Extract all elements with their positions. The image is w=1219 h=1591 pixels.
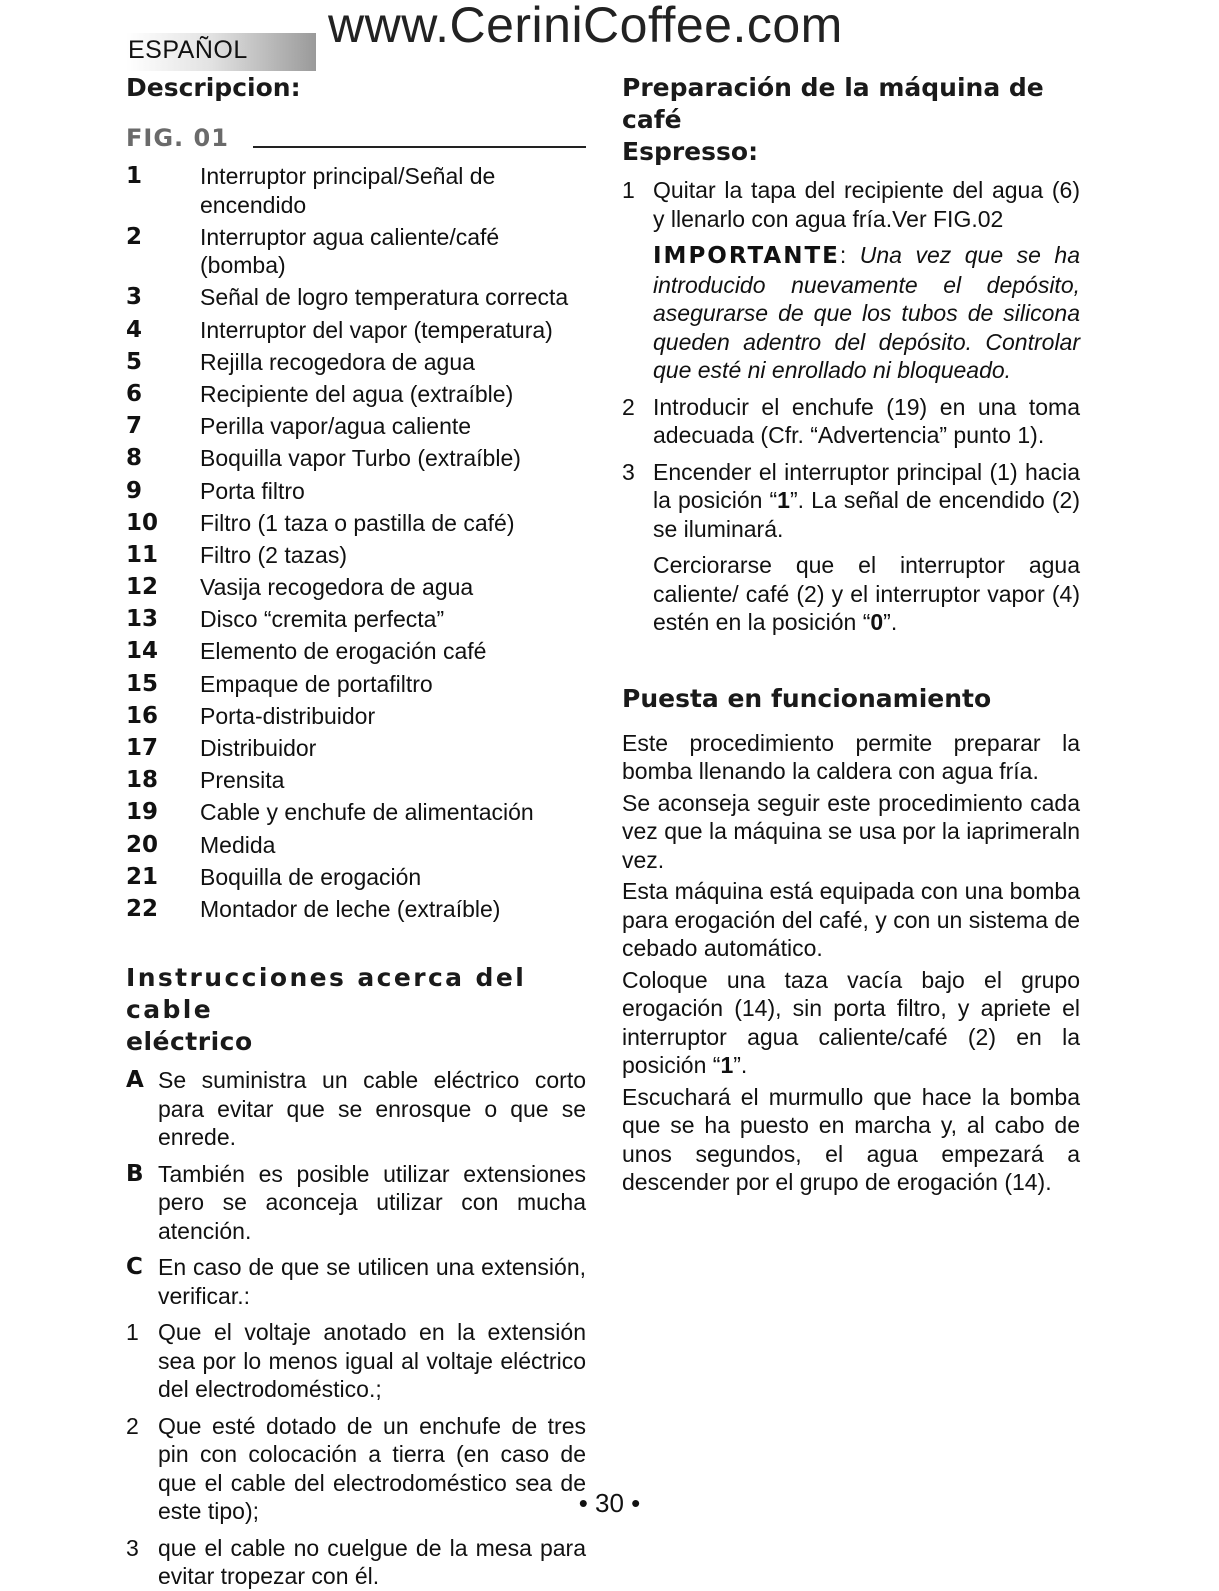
- part-list-item: [126, 541, 586, 570]
- note-text-before: Cerciorarse que el interruptor agua caliente/ café (2) y el interruptor vapor (4) estén en la posición “: [653, 552, 1080, 635]
- preparation-title: [622, 72, 1080, 168]
- switch-check-note: [653, 551, 1080, 637]
- part-label: Filtro (1 taza o pastilla de café): [200, 509, 515, 536]
- step-number: 3: [622, 458, 635, 485]
- note-text-after: ”.: [883, 609, 898, 635]
- part-label: Disco “cremita perfecta”: [200, 606, 445, 633]
- part-label: Vasija recogedora de agua: [200, 574, 474, 601]
- item-marker: B: [126, 1160, 144, 1187]
- step-text-bold: 1: [777, 487, 790, 513]
- item-text: Se suministra un cable eléctrico corto para evitar que se enrosque o que se enrede.: [158, 1067, 586, 1150]
- preparation-title-line2: Espresso:: [622, 137, 759, 166]
- part-list-item: [126, 477, 586, 506]
- part-number: 2: [126, 223, 143, 250]
- operation-paragraph-4: [622, 966, 1080, 1080]
- item-text: que el cable no cuelgue de la mesa para evitar tropezar con él.: [158, 1534, 586, 1589]
- part-number: 14: [126, 638, 159, 665]
- part-label: Perilla vapor/agua caliente: [200, 413, 472, 440]
- para4-text-before: Coloque una taza vacía bajo el grupo erogación (14), sin porta filtro, y apriete el interruptor agua caliente/café (2) en la posición “: [622, 966, 1080, 1078]
- part-label: Empaque de portafiltro: [200, 670, 433, 697]
- part-list-item: [126, 670, 586, 699]
- item-text: En caso de que se utilicen una extensión, verificar.:: [158, 1254, 586, 1309]
- description-title: Descripcion:: [126, 73, 301, 102]
- part-label: Montador de leche (extraíble): [200, 895, 501, 922]
- part-number: 9: [126, 477, 143, 504]
- part-list-item: [126, 734, 586, 763]
- item-marker: 2: [126, 1412, 139, 1439]
- part-list-item: [126, 605, 586, 634]
- language-label: ESPAÑOL: [128, 36, 248, 64]
- important-text: Una vez que se ha introducido nuevamente el depósito, asegurarse de que los tubos de silicona queden adentro del depósito. Controlar que esté ni enrollado ni bloqueado.: [653, 242, 1081, 383]
- part-list-item: [126, 412, 586, 441]
- part-label: Rejilla recogedora de agua: [200, 348, 475, 375]
- page-number: • 30 •: [578, 1488, 641, 1518]
- step-number: 2: [622, 393, 635, 420]
- part-number: 13: [126, 606, 159, 633]
- part-label: Interruptor principal/Señal de encendido: [200, 163, 496, 218]
- important-colon: :: [839, 242, 860, 268]
- para4-text-bold: 1: [720, 1052, 734, 1078]
- preparation-title-line1: Preparación de la máquina de café: [622, 73, 1044, 134]
- operation-paragraph-1: Este procedimiento permite preparar la bomba llenando la caldera con agua fría.: [622, 729, 1080, 784]
- part-number: 5: [126, 348, 143, 375]
- part-list-item: [126, 283, 586, 312]
- part-list-item: [126, 162, 586, 219]
- part-number: 4: [126, 316, 143, 343]
- important-note: [653, 241, 1080, 385]
- part-number: 17: [126, 735, 159, 761]
- item-text: Que el voltaje anotado en la extensión sea por lo menos igual al voltaje eléctrico del electrodoméstico.;: [158, 1319, 586, 1402]
- step-number: 1: [622, 177, 635, 203]
- part-list-item: [126, 380, 586, 409]
- part-label: Porta-distribuidor: [200, 702, 376, 729]
- important-label: IMPORTANTE: [653, 243, 840, 269]
- part-label: Medida: [200, 831, 276, 858]
- part-number: 15: [126, 670, 159, 697]
- part-number: 1: [126, 163, 143, 189]
- part-number: 3: [126, 284, 143, 311]
- item-marker: C: [126, 1254, 143, 1280]
- preparation-step-1: [622, 176, 1080, 233]
- part-list-item: [126, 831, 586, 860]
- parts-list: [126, 162, 586, 923]
- part-list-item: [126, 316, 586, 345]
- cable-instruction-item: [126, 1318, 586, 1404]
- step-text: Quitar la tapa del recipiente del agua (6) y llenarlo con agua fría.Ver FIG.02: [653, 177, 1080, 232]
- step-text: [653, 458, 1080, 544]
- cable-instruction-item: [126, 1253, 586, 1310]
- part-number: 21: [126, 863, 159, 890]
- part-number: 8: [126, 445, 143, 472]
- item-marker: 1: [126, 1319, 139, 1345]
- part-label: Filtro (2 tazas): [200, 541, 347, 568]
- part-number: 10: [126, 509, 159, 536]
- part-label: Cable y enchufe de alimentación: [200, 799, 534, 826]
- figure-label: FIG. 01: [126, 124, 229, 152]
- cable-instruction-item: [126, 1066, 586, 1152]
- step-text-after: ”. La señal de encendido (2) se iluminará.: [653, 487, 1080, 542]
- part-label: Recipiente del agua (extraíble): [200, 380, 514, 407]
- figure-heading: [126, 118, 586, 152]
- operation-section: [622, 683, 1080, 1197]
- item-text: También es posible utilizar extensiones pero se aconceja utilizar con mucha atención.: [158, 1160, 586, 1244]
- part-label: Interruptor del vapor (temperatura): [200, 316, 553, 343]
- part-number: 20: [126, 831, 159, 858]
- part-label: Señal de logro temperatura correcta: [200, 284, 569, 311]
- part-label: Distribuidor: [200, 735, 317, 761]
- part-number: 6: [126, 380, 143, 407]
- part-list-item: [126, 702, 586, 731]
- preparation-column: [622, 72, 1080, 1197]
- part-number: 22: [126, 895, 159, 922]
- part-label: Porta filtro: [200, 477, 305, 504]
- item-marker: 3: [126, 1534, 139, 1561]
- part-number: 12: [126, 574, 159, 601]
- operation-paragraph-2: Se aconseja seguir este procedimiento cada vez que la máquina se usa por la iaprimeraln vez.: [622, 789, 1080, 873]
- operation-paragraph-5: Escuchará el murmullo que hace la bomba que se ha puesto en marcha y, al cabo de unos segundos, el agua empezará a descender por el grupo de erogación (14).: [622, 1083, 1080, 1195]
- part-list-item: [126, 637, 586, 666]
- part-list-item: [126, 444, 586, 473]
- step-text-before: Encender el interruptor principal (1) hacia la posición “: [653, 458, 1080, 513]
- preparation-step-3: [622, 458, 1080, 544]
- part-list-item: [126, 863, 586, 892]
- item-text: Que esté dotado de un enchufe de tres pin con colocación a tierra (en caso de que el cable del electrodoméstico sea de este tipo);: [158, 1412, 586, 1524]
- part-label: Elemento de erogación café: [200, 638, 487, 665]
- preparation-step-2: [622, 393, 1080, 450]
- operation-paragraph-3: Esta máquina está equipada con una bomba para erogación del café, y con un sistema de cebado automático.: [622, 878, 1080, 961]
- part-list-item: [126, 895, 586, 924]
- cable-title-line1: Instrucciones acerca del cable: [126, 963, 527, 1024]
- part-number: 18: [126, 767, 159, 794]
- cable-instructions-title: [126, 962, 586, 1058]
- part-list-item: [126, 348, 586, 377]
- part-list-item: [126, 509, 586, 538]
- part-label: Interruptor agua caliente/café (bomba): [200, 223, 500, 279]
- watermark-url: www.CeriniCoffee.com: [328, 0, 843, 53]
- cable-instruction-item: [126, 1160, 586, 1246]
- item-marker: A: [126, 1067, 144, 1093]
- cable-title-line2: eléctrico: [126, 1027, 253, 1056]
- part-label: Boquilla de erogación: [200, 863, 422, 890]
- figure-rule: [253, 146, 586, 148]
- part-label: Prensita: [200, 767, 285, 794]
- part-number: 16: [126, 702, 159, 729]
- note-text-bold: 0: [870, 609, 884, 635]
- description-column: [126, 72, 586, 927]
- part-list-item: [126, 766, 586, 795]
- part-number: 7: [126, 413, 143, 440]
- part-list-item: [126, 573, 586, 602]
- part-list-item: [126, 223, 586, 280]
- para4-text-after: ”.: [733, 1052, 748, 1078]
- part-label: Boquilla vapor Turbo (extraíble): [200, 445, 521, 472]
- operation-title: Puesta en funcionamiento: [622, 683, 992, 713]
- part-number: 11: [126, 541, 159, 568]
- step-text: Introducir el enchufe (19) en una toma adecuada (Cfr. “Advertencia” punto 1).: [653, 393, 1080, 448]
- part-list-item: [126, 798, 586, 827]
- part-number: 19: [126, 799, 159, 826]
